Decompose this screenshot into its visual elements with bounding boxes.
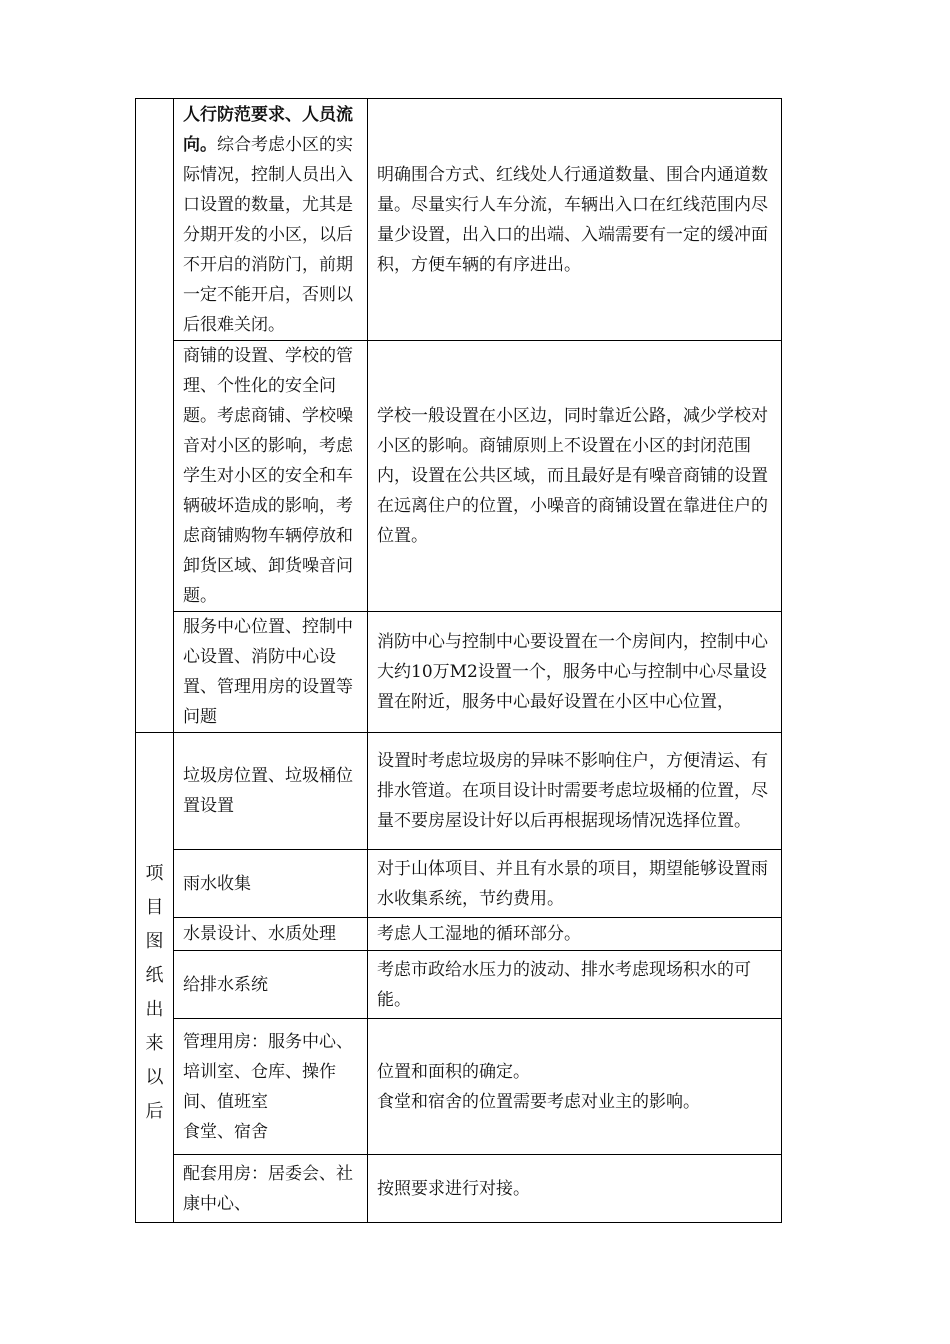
topic-cell: 商铺的设置、学校的管理、个性化的安全问题。考虑商铺、学校噪音对小区的影响，考虑学生对小区的安全和车辆破坏造成的影响，考虑商铺购物车辆停放和卸货区域、卸货噪音问题。 [174, 341, 368, 612]
table-row [136, 918, 782, 951]
note-cell: 按照要求进行对接。 [368, 1155, 782, 1223]
topic-cell [174, 99, 368, 341]
topic-bold-text: 人行防范要求、人员流向。 [183, 105, 353, 155]
note-cell: 消防中心与控制中心要设置在一个房间内，控制中心大约10万M2设置一个，服务中心与控制中心尽量设置在附近，服务中心最好设置在小区中心位置， [368, 612, 782, 733]
topic-cell: 服务中心位置、控制中心设置、消防中心设置、管理用房的设置等问题 [174, 612, 368, 733]
table-row [136, 1019, 782, 1155]
note-cell: 考虑市政给水压力的波动、排水考虑现场积水的可能。 [368, 951, 782, 1019]
note-cell: 学校一般设置在小区边，同时靠近公路，减少学校对小区的影响。商铺原则上不设置在小区的封闭范围内，设置在公共区域，而且最好是有噪音商铺的设置在远离住户的位置，小噪音的商铺设置在靠进住户的位置。 [368, 341, 782, 612]
table-row [136, 341, 782, 612]
topic-cell: 水景设计、水质处理 [174, 918, 368, 951]
section-label-cell-1 [136, 99, 174, 733]
section-label-cell-2 [136, 733, 174, 1223]
note-cell: 考虑人工湿地的循环部分。 [368, 918, 782, 951]
table-row [136, 733, 782, 850]
topic-cell: 管理用房：服务中心、培训室、仓库、操作间、值班室 食堂、宿舍 [174, 1019, 368, 1155]
table-row [136, 99, 782, 341]
table-row [136, 612, 782, 733]
table-row [136, 951, 782, 1019]
topic-text: 综合考虑小区的实际情况，控制人员出入口设置的数量，尤其是分期开发的小区，以后不开启的消防门，前期一定不能开启，否则以后很难关闭。 [183, 135, 353, 335]
topic-cell: 雨水收集 [174, 850, 368, 918]
table-row [136, 1155, 782, 1223]
note-cell: 位置和面积的确定。 食堂和宿舍的位置需要考虑对业主的影响。 [368, 1019, 782, 1155]
requirements-table [135, 98, 782, 1223]
note-cell: 对于山体项目、并且有水景的项目，期望能够设置雨水收集系统，节约费用。 [368, 850, 782, 918]
topic-cell: 给排水系统 [174, 951, 368, 1019]
section-label: 项目图纸出来以后 [145, 862, 164, 1122]
topic-cell: 垃圾房位置、垃圾桶位置设置 [174, 733, 368, 850]
table-row [136, 850, 782, 918]
note-cell: 明确围合方式、红线处人行通道数量、围合内通道数量。尽量实行人车分流，车辆出入口在红线范围内尽量少设置，出入口的出端、入端需要有一定的缓冲面积，方便车辆的有序进出。 [368, 99, 782, 341]
note-cell: 设置时考虑垃圾房的异味不影响住户，方便清运、有排水管道。在项目设计时需要考虑垃圾桶的位置，尽量不要房屋设计好以后再根据现场情况选择位置。 [368, 733, 782, 850]
topic-cell: 配套用房：居委会、社康中心、 [174, 1155, 368, 1223]
